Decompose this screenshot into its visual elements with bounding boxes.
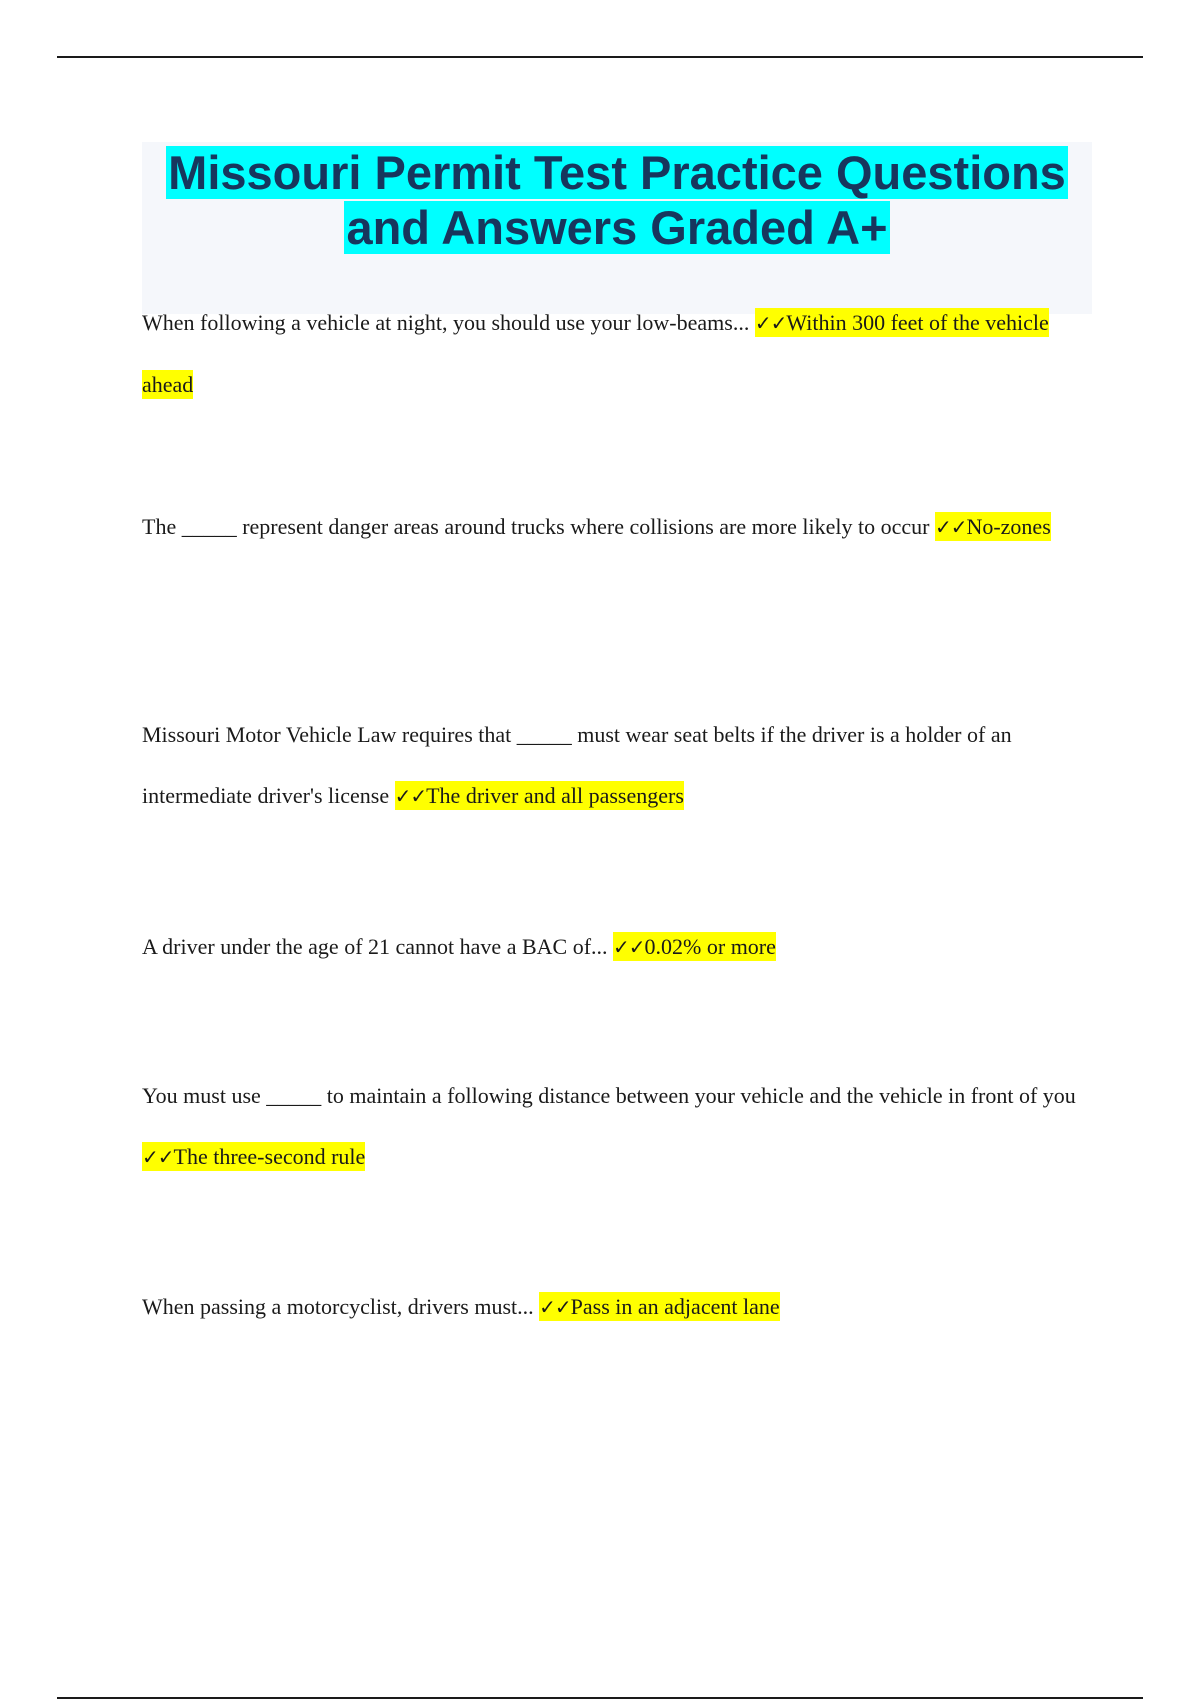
qa-item-1 bbox=[142, 292, 1092, 415]
answer-highlight bbox=[613, 932, 776, 961]
double-check-icon: ✓✓ bbox=[613, 935, 645, 959]
answer-text: No-zones bbox=[966, 514, 1051, 539]
double-check-icon: ✓✓ bbox=[394, 784, 427, 808]
answer-highlight bbox=[142, 1142, 365, 1171]
qa-item-4 bbox=[142, 916, 1092, 978]
question-text: When passing a motorcyclist, drivers must... bbox=[142, 1294, 534, 1319]
answer-text: Within 300 feet of the vehicle ahead bbox=[142, 310, 1049, 397]
answer-text: 0.02% or more bbox=[644, 934, 776, 959]
answer-text: The driver and all passengers bbox=[426, 783, 684, 808]
answer-highlight bbox=[935, 512, 1051, 541]
qa-item-3 bbox=[142, 704, 1092, 827]
document-title-text: Missouri Permit Test Practice Questions and Answers Graded A+ bbox=[168, 146, 1066, 254]
question-text: When following a vehicle at night, you should use your low-beams... bbox=[142, 310, 750, 335]
document-page bbox=[142, 142, 1092, 1319]
qa-item-5 bbox=[142, 1065, 1092, 1188]
qa-item-2 bbox=[142, 496, 1092, 558]
answer-text: Pass in an adjacent lane bbox=[570, 1294, 780, 1319]
question-text: The _____ represent danger areas around trucks where collisions are more likely to occur bbox=[142, 514, 930, 539]
qa-item-6 bbox=[142, 1276, 1092, 1338]
question-text: Missouri Motor Vehicle Law requires that _____ must wear seat belts if the driver is a holder of an intermediate driver's license bbox=[142, 722, 1012, 808]
document-title bbox=[142, 145, 1092, 255]
double-check-icon: ✓✓ bbox=[142, 1145, 174, 1169]
double-check-icon: ✓✓ bbox=[754, 311, 787, 335]
header-rule bbox=[57, 56, 1143, 58]
question-text: You must use _____ to maintain a following distance between your vehicle and the vehicle in front of you bbox=[142, 1083, 1076, 1108]
footer-rule bbox=[57, 1697, 1143, 1699]
answer-highlight bbox=[395, 781, 684, 810]
title-banner bbox=[142, 142, 1092, 314]
double-check-icon: ✓✓ bbox=[934, 515, 967, 539]
double-check-icon: ✓✓ bbox=[539, 1295, 571, 1319]
answer-text: The three-second rule bbox=[173, 1144, 366, 1169]
answer-highlight bbox=[539, 1292, 779, 1321]
question-text: A driver under the age of 21 cannot have a BAC of... bbox=[142, 934, 608, 959]
